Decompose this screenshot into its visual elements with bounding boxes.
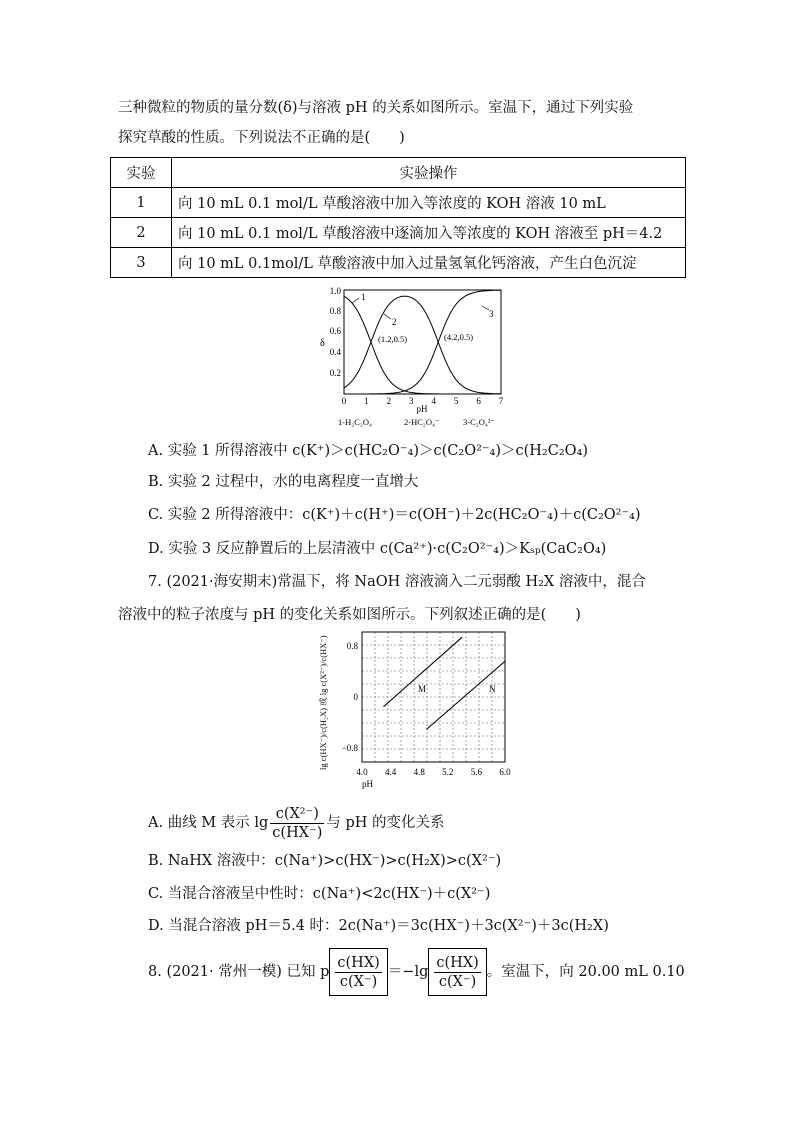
y-tick: 0.4 xyxy=(329,347,341,357)
plot-frame xyxy=(344,290,501,394)
table-cell-op: 向 10 mL 0.1 mol/L 草酸溶液中逐滴加入等浓度的 KOH 溶液至 pH＝4.2 xyxy=(172,218,686,248)
q7-stem-1: 7. (2021·海安期末)常温下，将 NaOH 溶液滴入二元弱酸 H₂X 溶液中，混合 xyxy=(148,574,646,590)
curve-label: M xyxy=(418,684,427,694)
y-tick: 1.0 xyxy=(329,286,341,296)
option-a: A. 实验 1 所得溶液中 c(K⁺)＞c(HC₂O⁻₄)＞c(C₂O²⁻₄)＞c(H₂C₂O₄) xyxy=(148,443,589,459)
x-tick: 5.6 xyxy=(470,767,483,777)
fraction-numerator: c(HX) xyxy=(436,954,479,971)
table-cell-num: 3 xyxy=(111,248,172,278)
curve-label: 1 xyxy=(361,292,366,302)
fraction xyxy=(270,805,324,842)
y-tick: 0.8 xyxy=(346,641,358,651)
fraction-denominator: c(X⁻) xyxy=(339,973,378,990)
table-cell-num: 1 xyxy=(111,188,172,218)
curve-c2o4 xyxy=(344,290,501,394)
x-tick: 2 xyxy=(386,396,392,406)
curve-m xyxy=(383,637,462,707)
x-tick: 7 xyxy=(498,396,504,406)
x-tick: 4 xyxy=(431,396,436,406)
x-tick: 4.0 xyxy=(356,767,368,777)
q8-prefix: 8. (2021· 常州一模) 已知 p xyxy=(148,964,330,980)
option-b: B. 实验 2 过程中，水的电离程度一直增大 xyxy=(148,474,419,490)
y-tick: 0.8 xyxy=(329,306,341,316)
y-tick: 0.6 xyxy=(329,326,341,336)
table-header: 实验 xyxy=(111,158,172,188)
table-row xyxy=(111,218,686,248)
table-row xyxy=(111,188,686,218)
x-tick: 3 xyxy=(409,396,414,406)
x-tick: 5 xyxy=(453,396,459,406)
table-row xyxy=(111,248,686,278)
curve-n xyxy=(426,661,505,729)
table-cell-op: 向 10 mL 0.1 mol/L 草酸溶液中加入等浓度的 KOH 溶液 10 mL xyxy=(172,188,686,218)
figure-log-ratio xyxy=(310,630,520,792)
table-header-row xyxy=(111,158,686,188)
q7-stem-2: 溶液中的粒子浓度与 pH 的变化关系如图所示。下列叙述正确的是( ) xyxy=(118,607,581,623)
experiment-table xyxy=(110,157,686,278)
x-tick: 6 xyxy=(476,396,481,406)
y-tick: −0.8 xyxy=(341,743,358,753)
q7-option-a-prefix: A. 曲线 M 表示 lg xyxy=(148,815,269,831)
q8-equals: ＝−lg xyxy=(387,964,429,980)
x-axis-label: pH xyxy=(362,779,373,789)
fraction xyxy=(434,954,480,991)
x-tick: 4.8 xyxy=(413,767,425,777)
x-tick: 0 xyxy=(341,396,347,406)
bracket xyxy=(428,948,486,996)
fraction-numerator: c(X²⁻) xyxy=(270,805,324,824)
curve-hc2o4 xyxy=(344,296,501,394)
y-axis-label: δ xyxy=(320,338,325,349)
table-cell-op: 向 10 mL 0.1mol/L 草酸溶液中加入过量氢氧化钙溶液，产生白色沉淀 xyxy=(172,248,686,278)
curve-label: 3 xyxy=(489,309,494,319)
point-annotation: (4.2,0.5) xyxy=(444,332,474,342)
legend-item: 1-H₂C₂O₄ xyxy=(338,417,372,427)
x-tick: 5.2 xyxy=(442,767,454,777)
curve-h2c2o4 xyxy=(344,296,501,394)
curve-label: 2 xyxy=(392,317,397,327)
x-tick: 6.0 xyxy=(499,767,511,777)
q7-option-a xyxy=(148,803,445,843)
bracket xyxy=(329,948,387,996)
x-axis-label: pH xyxy=(416,404,428,414)
q7-option-c: C. 当混合溶液呈中性时：c(Na⁺)<2c(HX⁻)＋c(X²⁻) xyxy=(148,886,491,902)
legend-item: 3-C₂O₄²⁻ xyxy=(463,417,495,427)
fraction-denominator: c(X⁻) xyxy=(438,973,477,990)
q7-option-d: D. 当混合溶液 pH＝5.4 时：2c(Na⁺)＝3c(HX⁻)＋3c(X²⁻)＋3c(H₂X) xyxy=(148,918,609,934)
grid xyxy=(362,632,505,762)
fraction-denominator: c(HX⁻) xyxy=(272,824,323,841)
y-tick: 0.2 xyxy=(329,368,341,378)
curve-label: N xyxy=(489,684,496,694)
table-cell-num: 2 xyxy=(111,218,172,248)
q7-option-b: B. NaHX 溶液中：c(Na⁺)>c(HX⁻)>c(H₂X)>c(X²⁻) xyxy=(148,853,502,869)
fraction-numerator: c(HX) xyxy=(337,954,380,971)
table-header: 实验操作 xyxy=(172,158,686,188)
x-tick: 4.4 xyxy=(384,767,397,777)
q8-stem xyxy=(148,948,685,996)
y-axis-label: lg c(HX⁻)/c(H₂X) 或 lg c(X²⁻)/c(HX⁻) xyxy=(318,635,328,770)
y-tick: 0 xyxy=(353,692,358,702)
figure-distribution xyxy=(312,284,522,430)
option-c: C. 实验 2 所得溶液中：c(K⁺)＋c(H⁺)＝c(OH⁻)＋2c(HC₂O⁻₄)＋c(C₂O²⁻₄) xyxy=(148,507,641,523)
intro-line-2: 探究草酸的性质。下列说法不正确的是( ) xyxy=(118,130,405,146)
q7-option-a-suffix: 与 pH 的变化关系 xyxy=(326,815,445,831)
x-tick: 1 xyxy=(364,396,369,406)
option-d: D. 实验 3 反应静置后的上层清液中 c(Ca²⁺)·c(C₂O²⁻₄)＞Kₛₚ(CaC₂O₄) xyxy=(148,541,607,557)
legend-item: 2-HC₂O₄⁻ xyxy=(404,417,440,427)
intro-line-1: 三种微粒的物质的量分数(δ)与溶液 pH 的关系如图所示。室温下，通过下列实验 xyxy=(118,100,634,116)
point-annotation: (1.2,0.5) xyxy=(378,334,408,344)
fraction xyxy=(335,954,381,991)
q8-suffix: 。室温下，向 20.00 mL 0.10 xyxy=(486,964,685,980)
